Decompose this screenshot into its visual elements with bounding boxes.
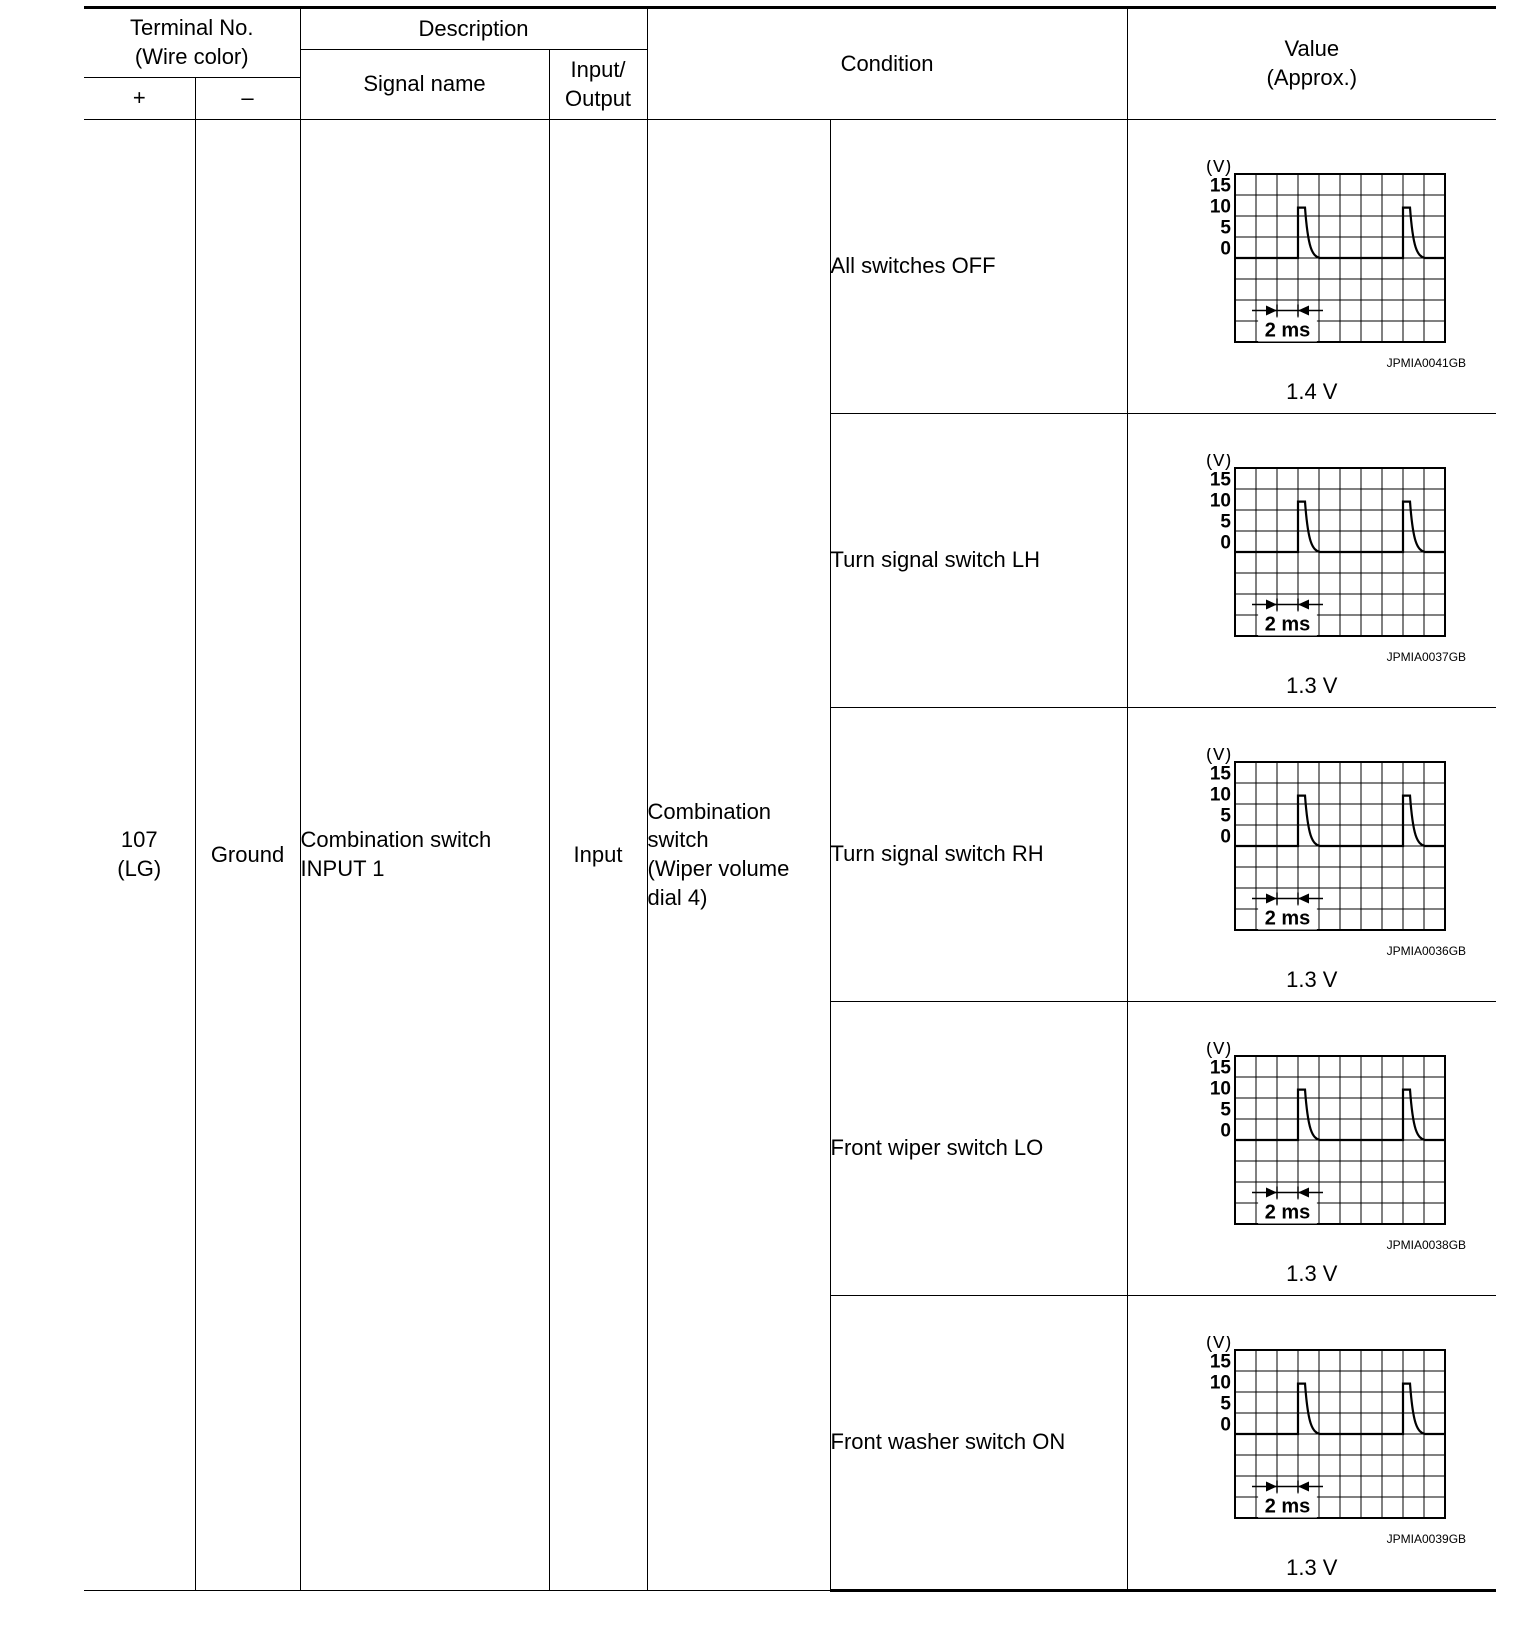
oscilloscope-waveform — [1168, 454, 1458, 664]
terminal-plus-cell: 107 (LG) — [84, 120, 195, 1591]
unit-label: (V) — [1205, 454, 1231, 471]
terminal-minus-cell: Ground — [195, 120, 300, 1591]
condition-header: Condition — [647, 8, 1127, 120]
time-scale-label: 2 ms — [1264, 613, 1310, 636]
y-tick-label: 10 — [1209, 784, 1231, 806]
oscilloscope-waveform — [1168, 748, 1458, 958]
arrow-right-icon — [1266, 600, 1277, 610]
y-tick-label: 5 — [1219, 511, 1231, 533]
y-tick-label: 15 — [1209, 763, 1231, 785]
arrow-right-icon — [1266, 1188, 1277, 1198]
time-scale-label: 2 ms — [1264, 1201, 1310, 1224]
y-tick-label: 0 — [1219, 1120, 1231, 1142]
y-tick-label: 10 — [1209, 1372, 1231, 1394]
y-tick-label: 15 — [1209, 1351, 1231, 1373]
y-tick-label: 5 — [1219, 1393, 1231, 1415]
y-tick-label: 5 — [1219, 805, 1231, 827]
y-tick-label: 10 — [1209, 490, 1231, 512]
plus-header: + — [84, 78, 195, 120]
value-cell — [1127, 414, 1496, 708]
table-row — [84, 120, 1496, 414]
voltage-value: 1.3 V — [1286, 967, 1338, 992]
arrow-left-icon — [1298, 894, 1309, 904]
y-tick-label: 0 — [1219, 1414, 1231, 1436]
sub-condition-cell: Turn signal switch LH — [830, 414, 1127, 708]
main-condition-cell: Combination switch (Wiper volume dial 4) — [647, 120, 830, 1591]
arrow-right-icon — [1266, 1482, 1277, 1492]
y-tick-label: 15 — [1209, 469, 1231, 491]
sub-condition-cell: Front washer switch ON — [830, 1296, 1127, 1591]
description-header: Description — [300, 8, 647, 50]
time-scale-label: 2 ms — [1264, 907, 1310, 930]
arrow-right-icon — [1266, 894, 1277, 904]
value-cell — [1127, 1296, 1496, 1591]
unit-label: (V) — [1205, 1042, 1231, 1059]
arrow-right-icon — [1266, 306, 1277, 316]
value-cell — [1127, 1002, 1496, 1296]
image-id: JPMIA0037GB — [1386, 650, 1467, 664]
oscilloscope-waveform — [1168, 1336, 1458, 1546]
unit-label: (V) — [1205, 1336, 1231, 1353]
sub-condition-cell: Front wiper switch LO — [830, 1002, 1127, 1296]
minus-header: – — [195, 78, 300, 120]
unit-label: (V) — [1205, 748, 1231, 765]
arrow-left-icon — [1298, 600, 1309, 610]
oscilloscope-waveform — [1168, 160, 1458, 370]
voltage-value: 1.4 V — [1286, 379, 1338, 404]
voltage-value: 1.3 V — [1286, 1261, 1338, 1286]
io-cell: Input — [549, 120, 647, 1591]
arrow-left-icon — [1298, 1188, 1309, 1198]
y-tick-label: 10 — [1209, 1078, 1231, 1100]
signal-name-cell: Combination switch INPUT 1 — [300, 120, 549, 1591]
y-tick-label: 0 — [1219, 532, 1231, 554]
voltage-value: 1.3 V — [1286, 1555, 1338, 1580]
y-tick-label: 15 — [1209, 1057, 1231, 1079]
signal-name-header: Signal name — [300, 50, 549, 120]
y-tick-label: 10 — [1209, 196, 1231, 218]
y-tick-label: 15 — [1209, 175, 1231, 197]
time-scale-label: 2 ms — [1264, 1495, 1310, 1518]
arrow-left-icon — [1298, 306, 1309, 316]
y-tick-label: 0 — [1219, 826, 1231, 848]
time-scale-label: 2 ms — [1264, 319, 1310, 342]
y-tick-label: 0 — [1219, 238, 1231, 260]
terminal-header: Terminal No. (Wire color) — [84, 8, 300, 78]
io-header: Input/ Output — [549, 50, 647, 120]
oscilloscope-waveform — [1168, 1042, 1458, 1252]
voltage-value: 1.3 V — [1286, 673, 1338, 698]
image-id: JPMIA0039GB — [1386, 1532, 1467, 1546]
unit-label: (V) — [1205, 160, 1231, 177]
image-id: JPMIA0038GB — [1386, 1238, 1467, 1252]
value-header: Value (Approx.) — [1127, 8, 1496, 120]
arrow-left-icon — [1298, 1482, 1309, 1492]
y-tick-label: 5 — [1219, 217, 1231, 239]
value-cell — [1127, 708, 1496, 1002]
image-id: JPMIA0036GB — [1386, 944, 1467, 958]
terminal-spec-table — [84, 6, 1496, 1592]
sub-condition-cell: All switches OFF — [830, 120, 1127, 414]
y-tick-label: 5 — [1219, 1099, 1231, 1121]
value-cell — [1127, 120, 1496, 414]
sub-condition-cell: Turn signal switch RH — [830, 708, 1127, 1002]
image-id: JPMIA0041GB — [1386, 356, 1467, 370]
